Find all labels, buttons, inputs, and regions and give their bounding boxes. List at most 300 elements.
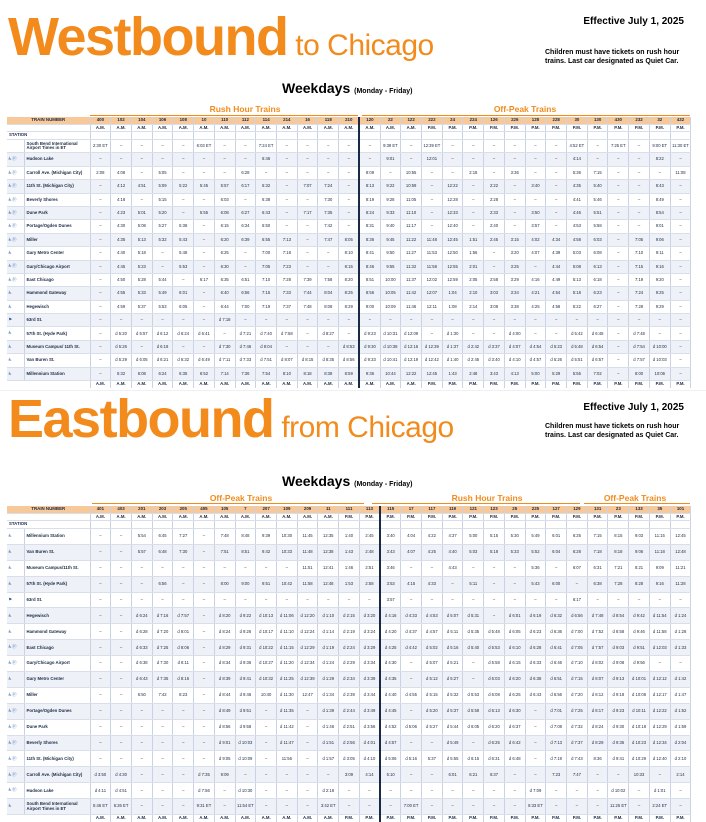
westbound-ampm-footer-row	[7, 381, 691, 389]
train-number: 105	[214, 506, 235, 514]
train-number: 106	[152, 117, 173, 125]
time-cell: d 8:04	[256, 340, 277, 353]
time-cell: d 8:49	[214, 703, 235, 719]
station-header-blank	[90, 132, 111, 140]
time-cell: 9:22	[380, 180, 401, 193]
time-cell: –	[276, 180, 297, 193]
time-cell: –	[649, 166, 670, 179]
time-cell: 8:18	[608, 544, 629, 560]
time-cell: 2:14	[463, 300, 484, 313]
station-header-blank	[629, 132, 650, 140]
time-cell: –	[131, 166, 152, 179]
time-cell: –	[111, 314, 132, 327]
time-cell: –	[194, 656, 215, 672]
time-cell: 10:55	[401, 166, 422, 179]
time-cell: d 10:00	[649, 340, 670, 353]
time-cell: 7:13	[276, 233, 297, 246]
time-cell: –	[90, 656, 111, 672]
time-cell: d 11:10	[276, 624, 297, 640]
station-label: STATION	[7, 521, 90, 529]
time-cell: d 8:34	[214, 656, 235, 672]
time-cell: d 6:43	[131, 672, 152, 688]
time-cell: 5:22	[567, 300, 588, 313]
time-cell: –	[525, 703, 546, 719]
time-cell: 7:17	[297, 206, 318, 219]
ampm-cell: P.M.	[442, 381, 463, 389]
time-cell: –	[194, 193, 215, 206]
station-name: East Chicago	[24, 640, 90, 656]
time-cell: –	[422, 767, 443, 783]
time-cell: d 9:03	[608, 640, 629, 656]
ampm-cell: A.M.	[173, 381, 194, 389]
ampm-blank	[7, 514, 90, 521]
time-cell: d 6:31	[484, 751, 505, 767]
time-cell: 6:08	[131, 367, 152, 380]
time-cell: –	[131, 719, 152, 735]
station-name: Dune Park	[24, 719, 90, 735]
ampm-cell: P.M.	[525, 514, 546, 521]
time-cell: 3:53	[380, 576, 401, 592]
westbound-weekdays-heading: Weekdays (Monday - Friday)	[282, 80, 413, 96]
time-cell: 8:04	[318, 287, 339, 300]
time-cell: d 6:18	[152, 340, 173, 353]
time-cell: 3:40	[380, 529, 401, 545]
time-cell: 8:10	[339, 247, 360, 260]
time-cell: –	[235, 153, 256, 166]
time-cell: d 5:48	[567, 340, 588, 353]
time-cell: d 1:01	[649, 783, 670, 799]
time-cell: –	[339, 140, 360, 153]
time-cell: –	[670, 180, 691, 193]
time-cell: d 8:06	[173, 640, 194, 656]
time-cell: –	[152, 560, 173, 576]
time-cell: 5:08	[131, 220, 152, 233]
time-cell: 6:30	[214, 260, 235, 273]
time-cell: 8:10	[276, 367, 297, 380]
time-cell: –	[90, 608, 111, 624]
time-cell: –	[111, 576, 132, 592]
time-cell: 7:00 ET	[401, 799, 422, 815]
time-cell: d 8:01	[173, 624, 194, 640]
time-cell: –	[587, 783, 608, 799]
time-cell: d 9:51	[235, 703, 256, 719]
time-cell: 10:40	[256, 687, 277, 703]
time-cell: d 9:41	[235, 672, 256, 688]
time-cell: 4:53	[567, 220, 588, 233]
time-cell: –	[173, 206, 194, 219]
time-cell: –	[131, 576, 152, 592]
table-row	[7, 560, 691, 576]
time-cell: –	[629, 206, 650, 219]
time-cell: –	[214, 783, 235, 799]
ampm-cell: A.M.	[131, 815, 152, 822]
time-cell: d 12:20	[297, 608, 318, 624]
station-icons: ♿ⓟ	[7, 783, 24, 799]
time-cell: –	[484, 260, 505, 273]
time-cell: 5:20	[152, 206, 173, 219]
time-cell: 7:48	[297, 300, 318, 313]
table-row	[7, 206, 691, 219]
time-cell: 3:57	[380, 592, 401, 608]
time-cell: 5:15	[484, 529, 505, 545]
station-icons: ♿ⓟ	[7, 220, 24, 233]
time-cell: 12:45	[422, 367, 443, 380]
time-cell: 7:18	[276, 247, 297, 260]
time-cell: d 6:43	[525, 687, 546, 703]
time-cell: 7:05	[629, 233, 650, 246]
time-cell: 7:15	[587, 529, 608, 545]
station-header-blank	[359, 132, 380, 140]
time-cell: 4:39	[546, 247, 567, 260]
train-number: 403	[111, 506, 132, 514]
ampm-cell: A.M.	[276, 381, 297, 389]
ampm-cell: P.M.	[339, 514, 360, 521]
time-cell: –	[629, 314, 650, 327]
time-cell: –	[111, 640, 132, 656]
table-row	[7, 220, 691, 233]
time-cell: d 1:47	[670, 687, 691, 703]
ampm-cell: P.M.	[649, 815, 670, 822]
time-cell: 11:46	[401, 300, 422, 313]
ampm-cell: P.M.	[525, 381, 546, 389]
time-cell: 9:00	[235, 576, 256, 592]
time-cell: –	[90, 340, 111, 353]
time-cell: d 5:31	[463, 608, 484, 624]
station-name: Portage/Ogden Dunes	[24, 703, 90, 719]
time-cell: –	[670, 367, 691, 380]
time-cell: 9:50	[380, 247, 401, 260]
station-name: East Chicago	[24, 273, 90, 286]
station-icons: ♿	[7, 576, 24, 592]
ampm-cell: P.M.	[484, 125, 505, 132]
time-cell: 2:48	[463, 367, 484, 380]
time-cell: 7:28	[608, 576, 629, 592]
time-cell: 7:15	[629, 260, 650, 273]
time-cell: 7:47	[567, 767, 588, 783]
time-cell: –	[90, 273, 111, 286]
time-cell: –	[546, 153, 567, 166]
time-cell: d 1:52	[670, 703, 691, 719]
time-cell: –	[442, 592, 463, 608]
time-cell: d 3:24	[359, 624, 380, 640]
time-cell: –	[173, 314, 194, 327]
time-cell: 6:35	[214, 273, 235, 286]
time-cell: d 9:13	[608, 672, 629, 688]
station-name: Van Buren St.	[24, 354, 90, 367]
time-cell: 9:01	[649, 220, 670, 233]
train-number: 118	[318, 117, 339, 125]
time-cell: 9:11	[649, 247, 670, 260]
time-cell: 4:07	[525, 247, 546, 260]
time-cell: d 9:56	[629, 656, 650, 672]
train-number: 111	[339, 506, 360, 514]
time-cell: 6:55	[256, 233, 277, 246]
time-cell: 4:50	[111, 273, 132, 286]
time-cell: d 8:02	[587, 656, 608, 672]
time-cell: 2:10	[463, 287, 484, 300]
time-cell: 12:02	[422, 273, 443, 286]
time-cell: d 9:58	[235, 719, 256, 735]
time-cell: –	[567, 799, 588, 815]
time-cell: d 7:54	[629, 340, 650, 353]
time-cell: d 5:53	[484, 640, 505, 656]
eastbound-station-header-row	[7, 521, 691, 529]
station-name: Beverly Shores	[24, 735, 90, 751]
train-number: 101	[670, 506, 691, 514]
time-cell: d 10:13	[256, 608, 277, 624]
station-name: Hudson Lake	[24, 783, 90, 799]
time-cell: d 6:03	[484, 672, 505, 688]
time-cell: –	[670, 327, 691, 340]
station-name: Carroll Ave. (Michigan City)	[24, 767, 90, 783]
time-cell: 9:20	[649, 273, 670, 286]
ampm-cell: A.M.	[318, 514, 339, 521]
train-number: 226	[504, 117, 525, 125]
time-cell: 4:04	[401, 529, 422, 545]
time-cell: 8:15	[339, 260, 360, 273]
time-cell: –	[380, 314, 401, 327]
time-cell: 9:09	[649, 560, 670, 576]
time-cell: d 4:00	[504, 327, 525, 340]
train-number-label: TRAIN NUMBER	[7, 117, 90, 125]
time-cell: 5:18	[567, 287, 588, 300]
station-header-blank	[380, 521, 401, 529]
time-cell: 12:28	[442, 193, 463, 206]
station-header-blank	[194, 132, 215, 140]
station-name: 57th St. (Hyde Park)	[24, 327, 90, 340]
table-row	[7, 640, 691, 656]
eastbound-title-sub: from Chicago	[273, 411, 454, 444]
time-cell: –	[442, 140, 463, 153]
time-cell: d 12:16	[401, 340, 422, 353]
station-icons: ⚑	[7, 592, 24, 608]
time-cell: 9:42	[256, 544, 277, 560]
time-cell: d 2:56	[339, 735, 360, 751]
westbound-rush-label: Rush Hour Trains	[209, 104, 281, 114]
time-cell: 4:30	[111, 220, 132, 233]
time-cell: 5:33	[504, 544, 525, 560]
train-number: 112	[235, 117, 256, 125]
train-number: 126	[484, 117, 505, 125]
time-cell: d 7:48	[629, 327, 650, 340]
station-header-blank	[214, 132, 235, 140]
time-cell: –	[422, 783, 443, 799]
time-cell: 9:31 ET	[194, 799, 215, 815]
time-cell: d 7:51	[256, 354, 277, 367]
time-cell: d 8:35	[318, 354, 339, 367]
time-cell: d 5:57	[131, 327, 152, 340]
time-cell: –	[111, 544, 132, 560]
time-cell: 10:09	[380, 300, 401, 313]
time-cell: d 7:05	[567, 640, 588, 656]
time-cell: 4:55	[111, 287, 132, 300]
time-cell: d 1:19	[318, 640, 339, 656]
time-cell: d 3:50	[90, 767, 111, 783]
time-cell: 5:27	[152, 220, 173, 233]
time-cell: 11:25 ET	[608, 799, 629, 815]
time-cell: –	[608, 314, 629, 327]
ampm-cell: P.M.	[380, 815, 401, 822]
time-cell: 7:24	[629, 287, 650, 300]
station-name: Museum Campus/ 11th St.	[24, 340, 90, 353]
time-cell: –	[463, 656, 484, 672]
train-number: 224	[463, 117, 484, 125]
time-cell: –	[235, 592, 256, 608]
time-cell: 8:23	[173, 687, 194, 703]
time-cell: d 7:25	[152, 640, 173, 656]
time-cell: –	[194, 687, 215, 703]
time-cell: 4:44	[546, 260, 567, 273]
time-cell: –	[484, 576, 505, 592]
time-cell: 4:07	[401, 544, 422, 560]
time-cell: 5:48	[173, 247, 194, 260]
train-number: 430	[608, 117, 629, 125]
time-cell: –	[649, 767, 670, 783]
time-cell: d 6:30	[504, 703, 525, 719]
time-cell: 6:03	[587, 233, 608, 246]
time-cell: –	[194, 560, 215, 576]
time-cell: 2:24 ET	[649, 799, 670, 815]
time-cell: –	[131, 314, 152, 327]
time-cell: d 9:31	[235, 640, 256, 656]
time-cell: –	[297, 719, 318, 735]
time-cell: –	[276, 767, 297, 783]
ampm-cell: P.M.	[629, 125, 650, 132]
time-cell: d 7:13	[546, 735, 567, 751]
time-cell: 9:03	[629, 529, 650, 545]
time-cell: –	[525, 166, 546, 179]
time-cell: –	[463, 220, 484, 233]
time-cell: –	[152, 783, 173, 799]
ampm-cell: P.M.	[504, 125, 525, 132]
time-cell: –	[504, 767, 525, 783]
westbound-timetable	[7, 117, 691, 388]
train-number: 16	[297, 117, 318, 125]
time-cell: 3:20	[504, 247, 525, 260]
ampm-cell: P.M.	[422, 514, 443, 521]
time-cell: –	[670, 233, 691, 246]
time-cell: d 10:11	[629, 703, 650, 719]
time-cell: 6:28	[235, 166, 256, 179]
time-cell: 11:22	[401, 233, 422, 246]
train-number: 7	[235, 506, 256, 514]
time-cell: –	[608, 247, 629, 260]
time-cell: –	[297, 751, 318, 767]
station-header-blank	[339, 521, 360, 529]
station-header-blank	[318, 132, 339, 140]
time-cell: d 7:16	[152, 608, 173, 624]
time-cell: d 6:25	[504, 687, 525, 703]
time-cell: –	[670, 592, 691, 608]
time-cell: 3:25	[504, 260, 525, 273]
table-row	[7, 544, 691, 560]
ampm-cell: P.M.	[401, 514, 422, 521]
time-cell: d 1:40	[442, 354, 463, 367]
time-cell: 4:58	[546, 300, 567, 313]
time-cell: –	[339, 193, 360, 206]
time-cell: –	[546, 592, 567, 608]
time-cell: d 8:27	[318, 327, 339, 340]
ampm-cell: A.M.	[256, 125, 277, 132]
time-cell: –	[484, 140, 505, 153]
ampm-cell: P.M.	[422, 815, 443, 822]
time-cell: –	[235, 247, 256, 260]
time-cell: –	[297, 260, 318, 273]
ampm-cell: A.M.	[152, 514, 173, 521]
ampm-cell: A.M.	[297, 514, 318, 521]
time-cell: –	[567, 783, 588, 799]
time-cell: 6:15	[214, 220, 235, 233]
train-number: 17	[401, 506, 422, 514]
westbound-station-header-row	[7, 132, 691, 140]
ampm-cell: A.M.	[276, 815, 297, 822]
time-cell: 6:21	[463, 767, 484, 783]
train-number: 119	[442, 506, 463, 514]
time-cell: d 7:33	[235, 354, 256, 367]
time-cell: –	[339, 206, 360, 219]
time-cell: 6:20	[214, 233, 235, 246]
time-cell: d 6:19	[525, 608, 546, 624]
station-header-blank	[297, 521, 318, 529]
time-cell: d 4:25	[380, 640, 401, 656]
station-header-blank	[380, 132, 401, 140]
table-row	[7, 300, 691, 313]
time-cell: d 12:17	[649, 687, 670, 703]
time-cell: 7:42	[152, 687, 173, 703]
time-cell: d 5:58	[484, 656, 505, 672]
time-cell: –	[359, 783, 380, 799]
ampm-cell: A.M.	[235, 815, 256, 822]
station-header-blank	[276, 132, 297, 140]
eastbound-offpeak-label-2: Off-Peak Trains	[603, 493, 667, 503]
time-cell: 12:01	[422, 153, 443, 166]
time-cell: –	[525, 260, 546, 273]
time-cell: 5:32	[152, 233, 173, 246]
time-cell: 7:23	[276, 260, 297, 273]
time-cell: 11:45	[297, 529, 318, 545]
eastbound-title-main: Eastbound	[8, 389, 274, 449]
time-cell: –	[463, 193, 484, 206]
time-cell: d 1:34	[318, 687, 339, 703]
time-cell: 5:46 ET	[90, 799, 111, 815]
eastbound-ampm-row	[7, 514, 691, 521]
time-cell: –	[90, 703, 111, 719]
ampm-cell: A.M.	[256, 815, 277, 822]
time-cell: –	[339, 783, 360, 799]
time-cell: 2:28	[484, 193, 505, 206]
time-cell: d 4:51	[111, 783, 132, 799]
time-cell: –	[422, 206, 443, 219]
time-cell: d 6:37	[504, 719, 525, 735]
station-icons: ♿	[7, 354, 24, 367]
eastbound-offpeak-label-1: Off-Peak Trains	[209, 493, 273, 503]
time-cell: d 7:57	[173, 608, 194, 624]
time-cell: –	[194, 287, 215, 300]
time-cell: 6:17	[194, 273, 215, 286]
time-cell: –	[463, 206, 484, 219]
time-cell: d 11:30	[276, 687, 297, 703]
ampm-cell: P.M.	[629, 815, 650, 822]
time-cell: –	[422, 735, 443, 751]
station-header-blank	[567, 521, 588, 529]
time-cell: –	[318, 260, 339, 273]
time-cell: –	[194, 592, 215, 608]
time-cell: 9:51	[256, 576, 277, 592]
time-cell: –	[214, 153, 235, 166]
time-cell: –	[504, 206, 525, 219]
time-cell: 9:29	[649, 300, 670, 313]
time-cell: 6:46	[256, 153, 277, 166]
